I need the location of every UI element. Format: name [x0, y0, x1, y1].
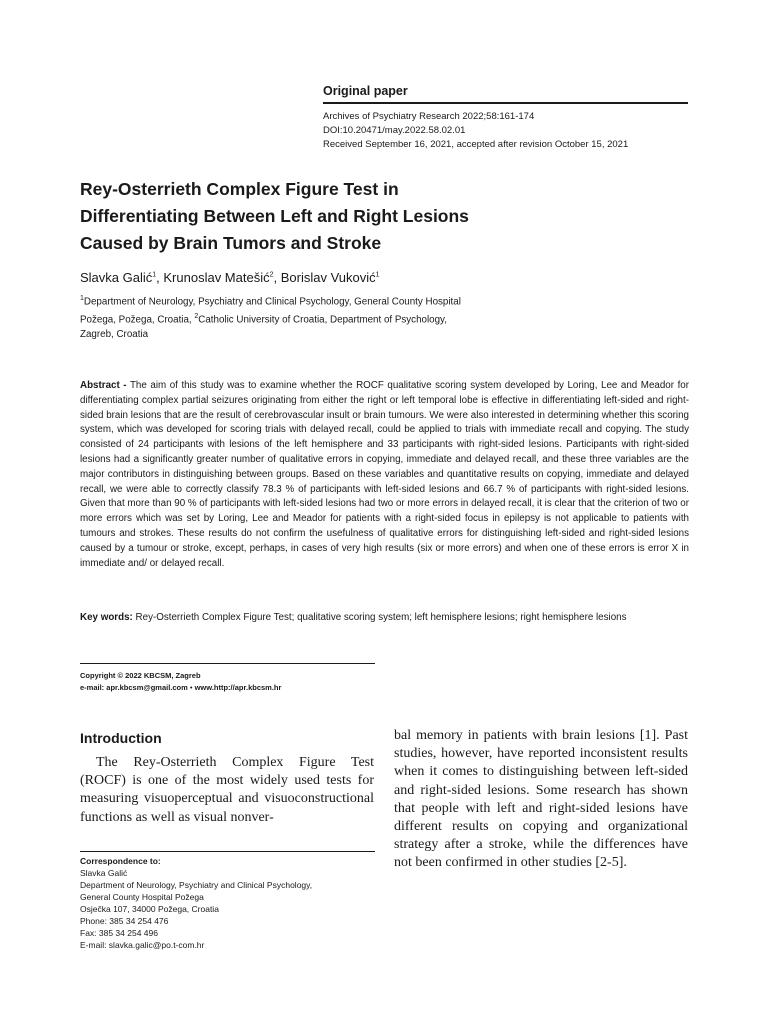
correspondence-rule [80, 851, 375, 852]
correspondence-block [80, 855, 312, 951]
intro-paragraph-right: bal memory in patients with brain lesions [1]. Past studies, however, have reported inconsistent results when it comes to distinguishing between left-sided and right-sided lesions. Some research has shown that people with left and right-sided lesions have different results on copying and organizational strategy after a stroke, while the differences have not been confirmed in other studies [2-5]. [394, 728, 688, 871]
copyright-block [80, 670, 281, 694]
title-line: Caused by Brain Tumors and Stroke [80, 233, 382, 253]
journal-email-link[interactable]: apr.kbcsm@gmail.com [106, 683, 188, 692]
title-line: Rey-Osterrieth Complex Figure Test in [80, 179, 399, 199]
author-affil-mark: 1 [152, 271, 157, 279]
header-rule [323, 102, 688, 104]
correspondence-line: Phone: 385 34 254 476 [80, 916, 169, 926]
correspondence-title: Correspondence to: [80, 856, 161, 866]
author-affil-mark: 2 [269, 271, 274, 279]
article-title [80, 176, 540, 257]
keywords-label: Key words: [80, 612, 133, 623]
title-line: Differentiating Between Left and Right Lesions [80, 206, 469, 226]
introduction-heading: Introduction [80, 730, 162, 746]
affiliation-text: Department of Neurology, Psychiatry and Clinical Psychology, General County Hospital [83, 296, 461, 308]
copyright-line [80, 670, 281, 682]
affil-mark: 1 [80, 295, 84, 302]
affiliation-text: Catholic University of Croatia, Department of Psychology, [198, 314, 447, 326]
author-list: Slavka Galić$^1$, Krunoslav Matešić$^2$, Borislav Vuković$^1$ [80, 270, 380, 285]
affiliations [80, 292, 520, 342]
author-name: Borislav Vuković [280, 270, 376, 285]
doi: DOI:10.20471/may.2022.58.02.01 [323, 125, 466, 136]
keywords [80, 611, 689, 626]
affiliation-line [80, 310, 520, 328]
affil-mark: 2 [194, 312, 199, 320]
received-date: Received September 16, 2021, accepted after revision October 15, 2021 [323, 139, 629, 150]
keywords-text: Rey-Osterrieth Complex Figure Test; qualitative scoring system; left hemisphere lesions; right hemisphere lesions [135, 612, 627, 623]
intro-paragraph-left: The Rey-Osterrieth Complex Figure Test (ROCF) is one of the most widely used tests for measuring visuoperceptual and visuoconstructional functions as well as visual nonver- [80, 755, 374, 825]
correspondence-email[interactable]: E-mail: slavka.galic@po.t-com.hr [80, 940, 205, 950]
correspondence-line: Osječka 107, 34000 Požega, Croatia [80, 904, 219, 914]
correspondence-line: Fax: 385 34 254 496 [80, 928, 158, 938]
separator: • [187, 683, 195, 692]
section-label: Original paper [323, 84, 408, 98]
affiliation-line: Zagreb, Croatia [80, 328, 149, 340]
author-name: Krunoslav Matešić [163, 270, 270, 285]
journal-info [323, 110, 628, 152]
abstract [80, 379, 689, 571]
correspondence-line: Department of Neurology, Psychiatry and Clinical Psychology, [80, 880, 313, 890]
correspondence-line: Slavka Galić [80, 868, 128, 878]
author-affil-mark: 1 [375, 271, 380, 279]
affiliation-text: Požega, Požega, Croatia, [80, 314, 195, 326]
abstract-label: Abstract - [80, 380, 127, 391]
copyright-text: Copyright © 2022 KBCSM, Zagreb [80, 671, 201, 680]
author-name: Slavka Galić [80, 270, 153, 285]
contact-line [80, 682, 281, 694]
affiliation-line [80, 292, 520, 310]
abstract-text: The aim of this study was to examine whether the ROCF qualitative scoring system developed by Loring, Lee and Meador for differentiating complex partial seizures originating from either the right or left temporal lobe is effective in differentiating left-sided and right-sided brain lesions that are the result of cerebrovascular insult or brain tumours. We were also interested in determining whether this scoring system, which was developed for scoring trials with delayed recall, could be applied to trials with immediate recall and copying. The study consisted of 24 participants with lesions of the left hemisphere and 33 participants with right-sided lesions. Participants with right-sided lesions had a significantly greater number of qualitative errors in copying, immediate and delayed recall, and these three variables are the major contributors in distinguishing between groups. Based on these variables and quantitative results on copying, immediate and delayed recall, we were able to correctly classify 78.3 % of participants with left-sided lesions and 66.7 % of participants with right-sided lesions. Given that more than 90 % of participants with left-sided lesions had two or more errors in delayed recall, it is clear that the criterion of two or more errors which was set by Loring, Lee and Meador for patients with a right-sided focus in epilepsy is not applicable to patients with tumours and strokes. These results do not confirm the usefulness of qualitative errors for distinguishing left-sided and right-sided lesions caused by a tumour or stroke, except, perhaps, in cases of very high results (six or more errors) and when one of these errors is error X in immediate and/ or delayed recall. [80, 380, 689, 569]
email-label: e-mail: [80, 683, 105, 692]
correspondence-line: General County Hospital Požega [80, 892, 204, 902]
copyright-rule [80, 663, 375, 664]
journal-web-link[interactable]: www.http://apr.kbcsm.hr [194, 683, 282, 692]
journal-citation: Archives of Psychiatry Research 2022;58:161-174 [323, 111, 535, 122]
